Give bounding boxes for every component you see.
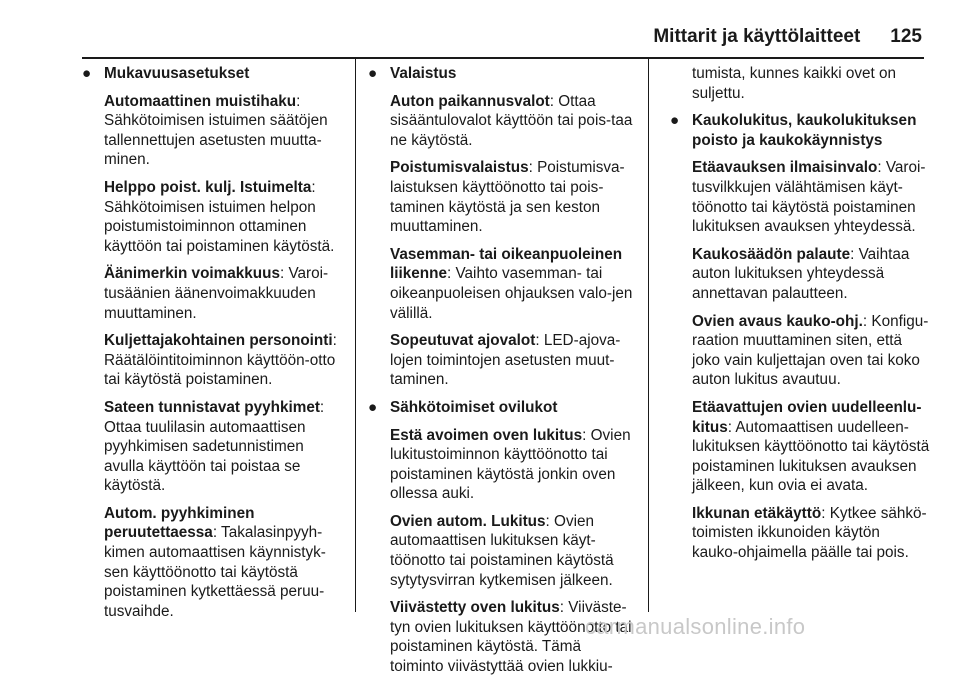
- setting-description: : Varoi-tusäänien äänenvoimakkuuden muuttaminen.: [104, 265, 329, 322]
- setting-item: [104, 178, 345, 256]
- setting-description: : Ottaa tuulilasin automaattisen pyyhkimisen sadetunnistimen avulla käyttöön tai poistaa se käytöstä.: [104, 398, 325, 495]
- setting-description: : Viiväste-tyn ovien lukituksen käyttöönotto tai poistaminen käytöstä. Tämä toiminto viivästyttää ovien lukkiu-: [390, 599, 632, 676]
- continued-text: tumista, kunnes kaikki ovet on suljettu.: [692, 65, 897, 102]
- setting-description: : LED-ajova-lojen toimintojen asetusten muut-taminen.: [390, 332, 621, 389]
- setting-title: Automaattinen muistihaku: [104, 92, 297, 110]
- page-header: [653, 26, 922, 48]
- setting-title: Kaukosäädön palaute: [692, 245, 851, 263]
- setting-description: : Vaihtaa auton lukituksen yhteydessä annettavan palautteen.: [692, 245, 910, 302]
- section-comfort-settings: [82, 64, 345, 621]
- setting-item: [692, 398, 930, 496]
- section-remote-lock-start: [670, 111, 930, 562]
- bullet-icon: ●: [368, 398, 378, 416]
- setting-title: Autom. pyyhkiminen peruutettaessa: [104, 504, 255, 542]
- setting-description: : Sähkötoimisen istuimen helpon poistumistoiminnon ottaminen käyttöön tai poistaminen käytöstä.: [104, 178, 335, 255]
- setting-title: Vasemman- tai oikeanpuoleinen liikenne: [390, 245, 623, 283]
- setting-item: [104, 92, 345, 170]
- setting-title: Ovien avaus kauko-ohj.: [692, 312, 863, 330]
- column-2: [368, 64, 634, 677]
- watermark: carmanualsonline.info: [585, 614, 806, 639]
- setting-description: : Vaihto vasemman- tai oikeanpuoleisen ohjauksen valo-jen välillä.: [390, 265, 633, 322]
- setting-item: [104, 264, 345, 323]
- section-title: Kaukolukitus, kaukolukituksen poisto ja kaukokäynnistys: [692, 112, 917, 149]
- setting-title: Etäavauksen ilmaisinvalo: [692, 159, 878, 177]
- setting-description: : Varoi-tusvilkkujen välähtämisen käyt-töönotto tai käytöstä poistaminen lukituksen avauksen yhteydessä.: [692, 159, 926, 236]
- setting-item: [390, 158, 634, 236]
- setting-item: [390, 512, 634, 590]
- setting-item: [692, 245, 930, 304]
- setting-description: : Kytkee sähkö-toimisten ikkunoiden käytön kauko-ohjaimella päälle tai pois.: [692, 504, 927, 562]
- setting-description: : Ovien automaattisen lukituksen käyt-töönotto tai poistaminen käytöstä sytytysvirran kytkemisen jälkeen.: [390, 512, 614, 589]
- setting-title: Viivästetty oven lukitus: [390, 599, 560, 617]
- bullet-icon: ●: [368, 65, 378, 82]
- column-3: [670, 64, 930, 563]
- setting-title: Auton paikannusvalot: [390, 92, 550, 110]
- setting-title: Sopeutuvat ajovalot: [390, 332, 536, 350]
- setting-description: : Poistumisva-laistuksen käyttöönotto tai pois-taminen käytöstä ja sen keston muuttaminen.: [390, 159, 625, 236]
- section-continuation: [670, 64, 930, 103]
- section-title: Mukavuusasetukset: [104, 65, 250, 82]
- setting-title: Sateen tunnistavat pyyhkimet: [104, 398, 320, 416]
- setting-title: Äänimerkin voimakkuus: [104, 265, 280, 283]
- bullet-icon: ●: [82, 65, 92, 82]
- setting-description: : Sähkötoimisen istuimen säätöjen tallennettujen asetusten muutta-minen.: [104, 92, 328, 169]
- setting-description: : Automaattisen uudelleen-lukituksen käyttöönotto tai käytöstä poistaminen lukituksen avauksen jälkeen, kun ovia ei avata.: [692, 418, 930, 495]
- header-divider: [82, 57, 924, 59]
- page-title: Mittarit ja käyttölaitteet: [653, 26, 861, 47]
- setting-item: [390, 426, 634, 504]
- setting-title: Estä avoimen oven lukitus: [390, 426, 583, 444]
- setting-item: [692, 312, 930, 390]
- setting-item: [390, 245, 634, 323]
- column-divider: [648, 59, 649, 612]
- section-title: Valaistus: [390, 65, 457, 82]
- page-number: 125: [890, 26, 922, 47]
- setting-description: : Räätälöintitoiminnon käyttöön-otto tai käytöstä poistaminen.: [104, 332, 337, 389]
- setting-item: [390, 331, 634, 390]
- setting-item: [692, 504, 930, 563]
- section-lighting: [368, 64, 634, 390]
- setting-item: [104, 331, 345, 390]
- setting-title: Poistumisvalaistus: [390, 159, 529, 177]
- setting-title: Etäavattujen ovien uudelleenlu-kitus: [692, 398, 922, 436]
- setting-title: Kuljettajakohtainen personointi: [104, 332, 333, 350]
- setting-title: Ikkunan etäkäyttö: [692, 504, 822, 522]
- column-1: [82, 64, 345, 621]
- setting-description: : Konfigu-raation muuttaminen siten, että joko vain kuljettajan oven tai koko auton lukitus avautuu.: [692, 312, 929, 389]
- setting-description: : Ovien lukitustoiminnon käyttöönotto tai poistaminen käytöstä jonkin oven ollessa auki.: [390, 426, 631, 503]
- bullet-icon: ●: [670, 112, 680, 130]
- column-divider: [355, 59, 356, 612]
- setting-item: [692, 158, 930, 236]
- setting-item: [104, 504, 345, 622]
- setting-title: Helppo poist. kulj. Istuimelta: [104, 178, 312, 196]
- setting-description: : Ottaa sisääntulovalot käyttöön tai pois-taa ne käytöstä.: [390, 92, 633, 149]
- setting-item: [390, 92, 634, 151]
- setting-title: Ovien autom. Lukitus: [390, 512, 546, 530]
- setting-description: : Takalasinpyyh-kimen automaattisen käynnistyk-sen käyttöönotto tai käytöstä poistaminen kytkettäessä peruu-tusvaihde.: [104, 524, 326, 620]
- setting-item: [104, 398, 345, 496]
- section-title: Sähkötoimiset ovilukot: [390, 398, 558, 416]
